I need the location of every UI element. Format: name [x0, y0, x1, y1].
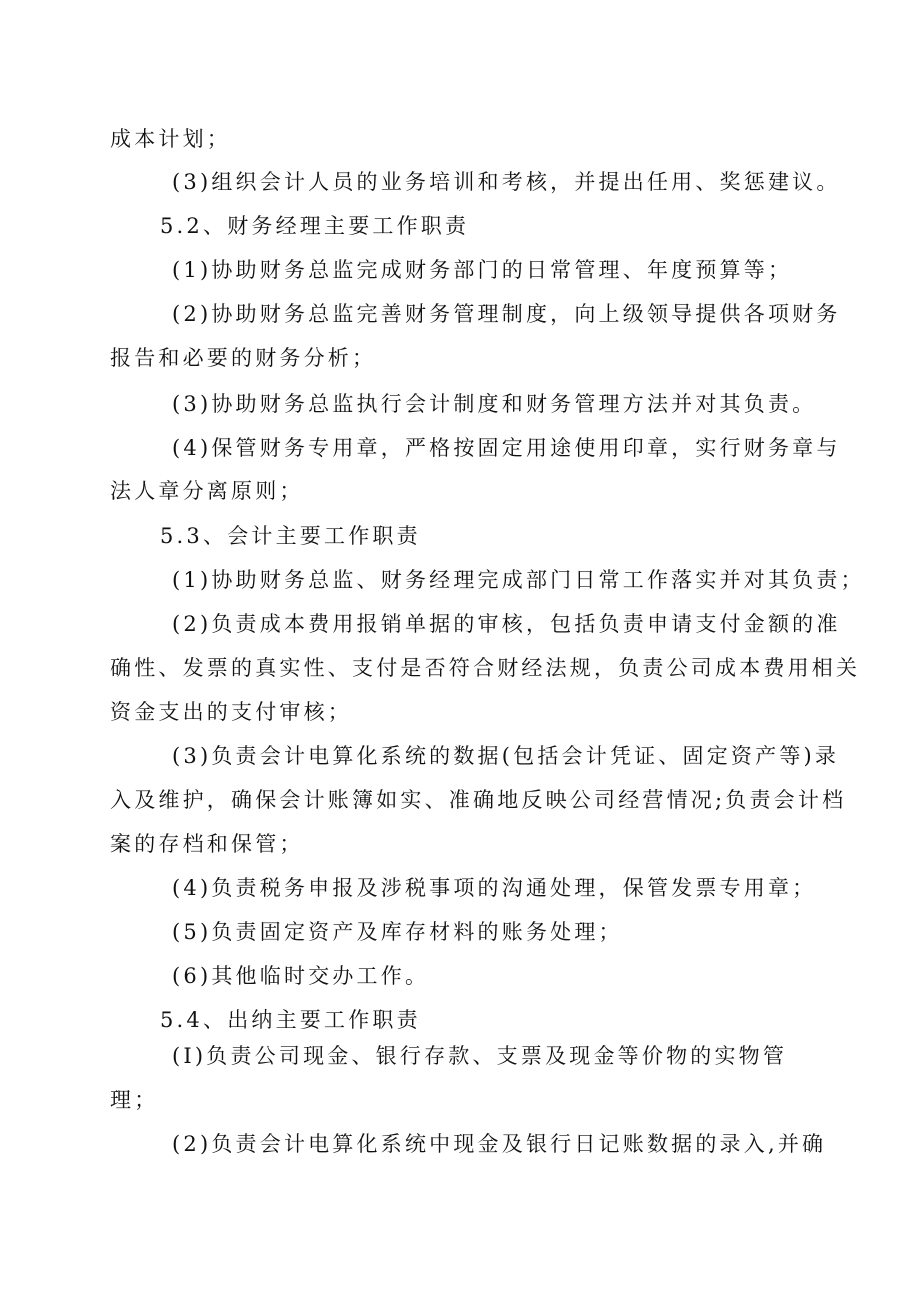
text-line: 理； — [110, 1088, 159, 1112]
text-line: 报告和必要的财务分析； — [110, 346, 377, 370]
list-item: (4)保管财务专用章，严格按固定用途使用印章，实行财务章与 — [172, 436, 841, 460]
list-item: (5)负责固定资产及库存材料的账务处理； — [172, 920, 623, 944]
text-line: 确性、发票的真实性、支付是否符合财经法规，负责公司成本费用相关 — [110, 656, 861, 680]
text-line: 法人章分离原则； — [110, 479, 304, 503]
section-heading: 5.4、出纳主要工作职责 — [160, 1008, 421, 1032]
section-heading: 5.2、财务经理主要工作职责 — [160, 214, 470, 238]
text-line: 入及维护，确保会计账簿如实、准确地反映公司经营情况;负责会计档 — [110, 788, 847, 812]
section-heading: 5.3、会计主要工作职责 — [160, 524, 421, 548]
list-item: (2)协助财务总监完善财务管理制度，向上级领导提供各项财务 — [172, 302, 841, 326]
text-line: 成本计划； — [110, 127, 231, 151]
list-item: (4)负责税务申报及涉税事项的沟通处理，保管发票专用章； — [172, 876, 817, 900]
list-item: (2)负责成本费用报销单据的审核，包括负责申请支付金额的准 — [172, 612, 841, 636]
text-line: 案的存档和保管； — [110, 832, 304, 856]
text-line: 资金支出的支付审核； — [110, 700, 352, 724]
list-item: (1)协助财务总监完成财务部门的日常管理、年度预算等； — [172, 258, 793, 282]
list-item: (3)负责会计电算化系统的数据(包括会计凭证、固定资产等)录 — [172, 744, 840, 768]
list-item: (3)协助财务总监执行会计制度和财务管理方法并对其负责。 — [172, 392, 817, 416]
list-item: (2)负责会计电算化系统中现金及银行日记账数据的录入,并确 — [172, 1132, 827, 1156]
list-item: (1)协助财务总监、财务经理完成部门日常工作落实并对其负责； — [172, 568, 865, 592]
list-item: (3)组织会计人员的业务培训和考核，并提出任用、奖惩建议。 — [172, 170, 841, 194]
list-item: (I)负责公司现金、银行存款、支票及现金等价物的实物管 — [172, 1044, 788, 1068]
list-item: (6)其他临时交办工作。 — [172, 964, 430, 988]
